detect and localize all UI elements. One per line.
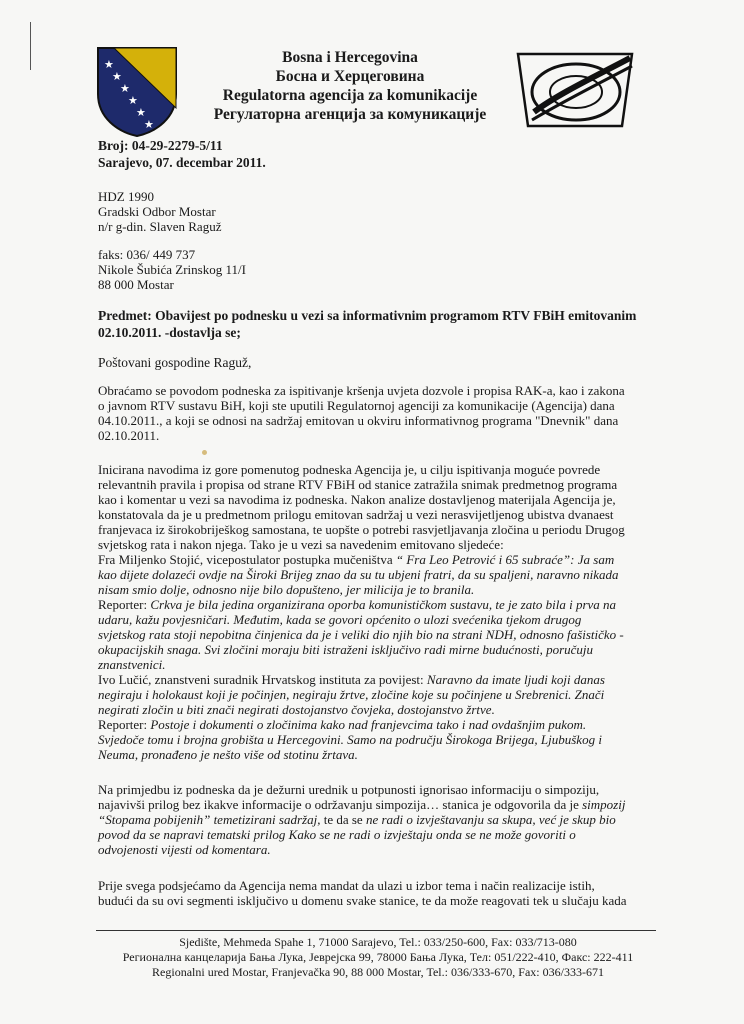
subject-text: Predmet: Obavijest po podnesku u vezi sa informativnim programom RTV FBiH emitovanim xyxy=(98,308,637,323)
quote-text: Neuma, pronađeno je nešto više od stotinu žrtava. xyxy=(98,747,358,762)
footer-line: Регионална канцеларија Бања Лука, Јеврејска 99, 78000 Бања Лука, Тел: 051/222-410, Факс: 222-411 xyxy=(122,950,634,964)
document-place-date: Sarajevo, 07. decembar 2011. xyxy=(98,155,266,170)
quote-text: negiraju i holokaust koji je počinjen, negiraju žrtve, zločine koje su počinjene u Srebrenici. Znači xyxy=(98,687,605,702)
text-line: odvojenosti vijesti od komentara. xyxy=(98,842,271,857)
paragraph-3 xyxy=(98,782,652,857)
quote-text: svjetskog rata stoji nepobitna činjenica da je i veliki dio njih bio na strani NDH, odnosno fašističko - xyxy=(98,627,624,642)
svg-text:★: ★ xyxy=(144,118,154,131)
svg-text:★: ★ xyxy=(104,58,114,71)
quote-speaker: Fra Miljenko Stojić, vicepostulator postupka mučeništva xyxy=(98,552,396,567)
rak-logo-icon xyxy=(512,50,638,130)
footer-line: Regionalni ured Mostar, Franjevačka 90, 88 000 Mostar, Tel.: 036/333-670, Fax: 036/333-671 xyxy=(152,965,604,979)
header-agency-latin: Regulatorna agencija za komunikacije xyxy=(222,87,478,104)
quote-line xyxy=(98,552,652,567)
coat-of-arms-icon xyxy=(96,46,178,138)
paragraph-4 xyxy=(98,878,652,908)
quote-text: negirati zločin u biti znači negirati dostojanstvo čovjeka, dostojanstvo žrtve. xyxy=(98,702,495,717)
quote-text: kao dijete dolazeći ovdje na Široki Brijeg znao da su tu ubjeni fratri, da su spaljeni, naravno nikada xyxy=(98,567,619,582)
quote-line xyxy=(98,597,652,612)
fax-line: faks: 036/ 449 737 xyxy=(98,247,196,262)
text-line: konstatovala da je u predmetnom prilogu emitovan sadržaj u vezi nerasvijetljenog ubistva dvanaest xyxy=(98,507,614,522)
text-line xyxy=(98,812,652,827)
quote-line xyxy=(98,717,652,732)
text-line: o javnom RTV sustavu BiH, koji ste uputili Regulatornoj agenciji za komunikacije (Agencija) dana xyxy=(98,398,615,413)
footer-line: Sjedište, Mehmeda Spahe 1, 71000 Sarajevo, Tel.: 033/250-600, Fax: 033/713-080 xyxy=(179,935,577,949)
text-line: budući da su ovi segmenti isključivo u domenu svake stanice, te da može reagovati tek u slučaju kada xyxy=(98,893,627,908)
text-line: povod da se napravi tematski prilog Kako se ne radi o izvještaju onda se ne može govoriti o xyxy=(98,827,576,842)
subject-text: 02.10.2011. -dostavlja se; xyxy=(98,325,241,340)
recipient-line: n/r g-din. Slaven Raguž xyxy=(98,219,222,234)
document-number: Broj: 04-29-2279-5/11 xyxy=(98,138,223,153)
letterhead xyxy=(180,48,520,124)
text-line: Inicirana navodima iz gore pomenutog podneska Agencija je, u cilju ispitivanja moguće povrede xyxy=(98,462,601,477)
text-line: Obraćamo se povodom podneska za ispitivanje kršenja uvjeta dozvole i propisa RAK-a, kao i zakona xyxy=(98,383,625,398)
footer-divider xyxy=(96,930,656,931)
ink-smudge xyxy=(202,450,207,455)
text-line xyxy=(98,797,652,812)
paragraph-1 xyxy=(98,383,652,443)
quote-text: “ Fra Leo Petrović i 65 subraće”: Ja sam xyxy=(395,552,615,567)
address-line: 88 000 Mostar xyxy=(98,277,174,292)
fax-address-block xyxy=(98,247,246,292)
quote-line xyxy=(98,672,652,687)
quote-text: okupacijskih snaga. Svi zločini moraju biti istraženi isključivo radi mirne budućnosti, poručuju xyxy=(98,642,594,657)
quote-text: Svjedoče tomu i brojna grobišta u Hercegovini. Samo na području Širokoga Brijega, Ljubuškog i xyxy=(98,732,602,747)
recipient-line: Gradski Odbor Mostar xyxy=(98,204,216,219)
svg-text:★: ★ xyxy=(112,70,122,83)
text-line: 04.10.2011., a koji se odnosi na sadržaj emitovan u okviru informativnog programa "Dnevnik" dana xyxy=(98,413,619,428)
text-line: franjevaca iz širokobriješkog samostana, te uopšte o potrebi rasvjetljavanja zločina u periodu Drugog xyxy=(98,522,625,537)
recipient-block xyxy=(98,189,221,234)
quote-text: Postoje i dokumenti o zločinima kako nad franjevcima tako i nad ovdašnjim pukom. xyxy=(150,717,587,732)
quote-text: Crkva je bila jedina organizirana oporba komunističkom sustavu, te je zato bila i prva na xyxy=(150,597,617,612)
quote-text: Naravno da imate ljudi koji danas xyxy=(426,672,605,687)
text-segment: “Stopama pobijenih” temetizirani sadržaj, xyxy=(98,812,321,827)
document-meta xyxy=(98,137,266,171)
svg-text:★: ★ xyxy=(120,82,130,95)
text-segment: te da se xyxy=(320,812,366,827)
recipient-line: HDZ 1990 xyxy=(98,189,154,204)
text-segment: najavivši prilog bez ikakve informacije o održavanju simpozija… stanica je odgovorila da je xyxy=(98,797,583,812)
text-line: kao i komentar u vezi sa navodima iz podneska. Nakon analize dostavljenog materijala Agencija je, xyxy=(98,492,616,507)
text-segment: ne radi o izvještavanju sa skupa, već je skup bio xyxy=(365,812,616,827)
text-segment: simpozij xyxy=(582,797,626,812)
header-country-cyrillic: Босна и Херцеговина xyxy=(275,68,425,85)
address-line: Nikole Šubića Zrinskog 11/I xyxy=(98,262,246,277)
header-country-latin: Bosna i Hercegovina xyxy=(282,49,418,66)
text-line: relevantnih pravila i propisa od strane RTV FBiH od stanice zatražila snimak predmetnog programa xyxy=(98,477,618,492)
header-agency-cyrillic: Регулаторна агенција за комуникације xyxy=(213,106,487,123)
text-line: 02.10.2011. xyxy=(98,428,160,443)
footer xyxy=(98,935,658,980)
text-line: Na primjedbu iz podneska da je dežurni urednik u potpunosti ignorisao informaciju o simpoziju, xyxy=(98,782,600,797)
paragraph-2 xyxy=(98,462,652,762)
svg-text:★: ★ xyxy=(136,106,146,119)
quote-text: udaru, kažu povjesničari. Međutim, kada se govori općenito o ulozi svećenika tjekom drugog xyxy=(98,612,582,627)
margin-mark xyxy=(30,22,31,70)
subject-line xyxy=(98,307,652,341)
greeting: Poštovani gospodine Raguž, xyxy=(98,355,252,370)
quote-speaker: Reporter: xyxy=(98,597,151,612)
quote-text: nisam smio dolje, odnosno nije bilo dopušteno, jer milicija je to branila. xyxy=(98,582,475,597)
svg-text:★: ★ xyxy=(128,94,138,107)
text-line: Prije svega podsjećamo da Agencija nema mandat da ulazi u izbor tema i način realizacije istih, xyxy=(98,878,595,893)
text-line: svjetskog rata i nakon njega. Tako je u vezi sa navedenim emitovano sljedeće: xyxy=(98,537,504,552)
quote-speaker: Ivo Lučić, znanstveni suradnik Hrvatskog instituta za povijest: xyxy=(98,672,427,687)
quote-text: znanstvenici. xyxy=(98,657,166,672)
quote-speaker: Reporter: xyxy=(98,717,151,732)
